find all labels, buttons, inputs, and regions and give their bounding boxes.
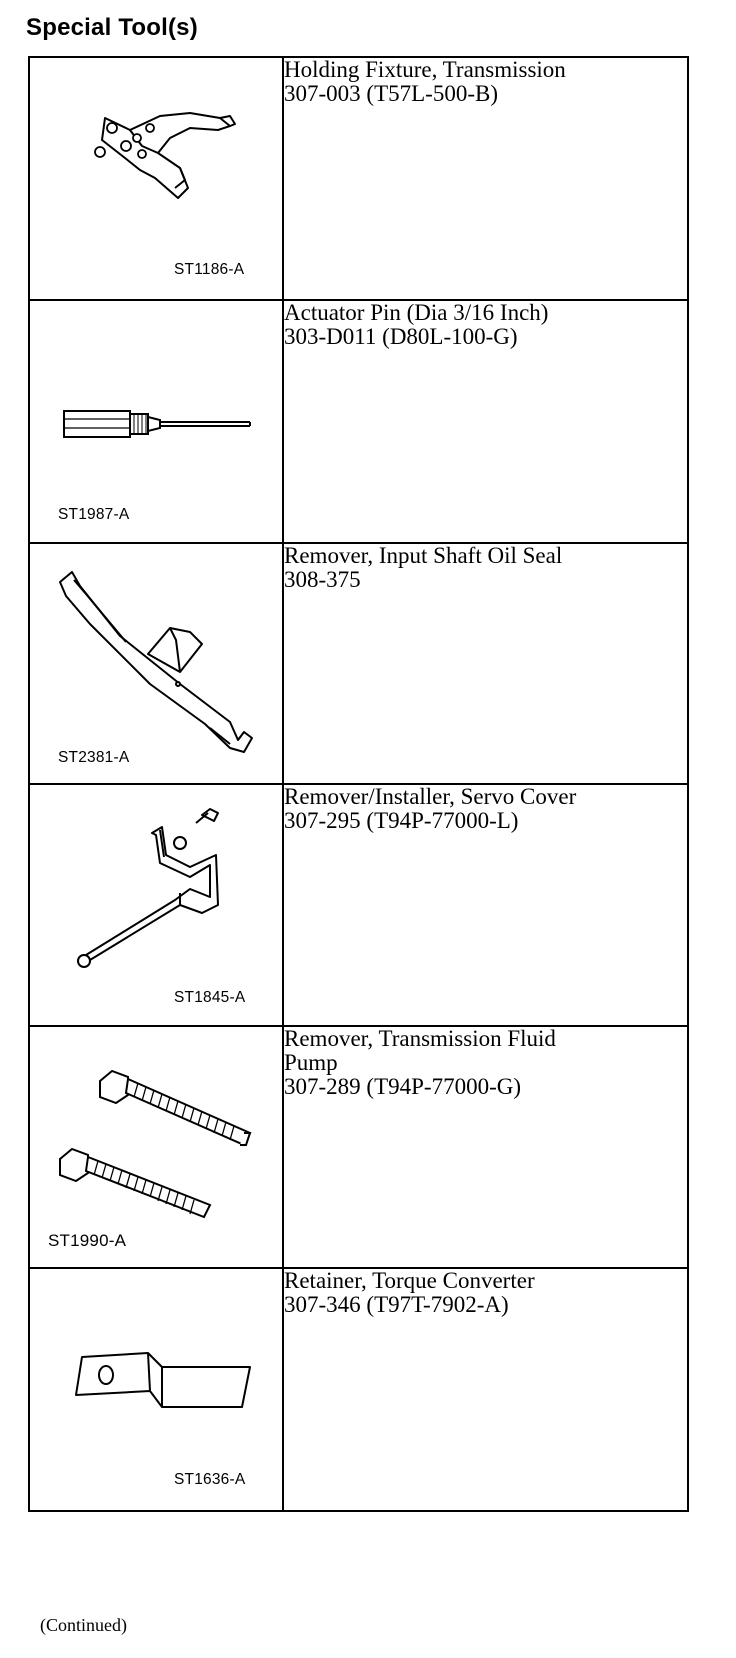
- table-row: [29, 1268, 688, 1511]
- tool-description: [283, 1268, 688, 1511]
- table-row: [29, 300, 688, 543]
- special-tools-table: [28, 56, 689, 1512]
- tool-name: Remover, Transmission Fluid: [284, 1026, 556, 1051]
- table-row: [29, 784, 688, 1026]
- tool-name: Remover, Input Shaft Oil Seal: [284, 543, 563, 568]
- table-row: [29, 57, 688, 300]
- page-title: Special Tool(s): [26, 14, 198, 41]
- tool-code: ST1987-A: [58, 506, 130, 523]
- continued-note: (Continued): [40, 1615, 127, 1635]
- tool-illustration-cell: [29, 543, 283, 784]
- tool-name-continued: Pump: [284, 1050, 338, 1075]
- table-row: [29, 543, 688, 784]
- tool-name: Actuator Pin (Dia 3/16 Inch): [284, 300, 549, 325]
- tool-part-number: 307-003 (T57L-500-B): [284, 81, 498, 106]
- tool-description: [283, 300, 688, 543]
- tool-code: ST1186-A: [174, 261, 245, 278]
- tool-part-number: 307-295 (T94P-77000-L): [284, 808, 519, 833]
- tool-part-number: 307-289 (T94P-77000-G): [284, 1074, 521, 1099]
- table-row: [29, 1026, 688, 1268]
- tool-part-number: 303-D011 (D80L-100-G): [284, 324, 518, 349]
- tool-code: ST1636-A: [174, 1471, 246, 1488]
- tool-illustration-cell: [29, 784, 283, 1026]
- tool-illustration-cell: [29, 1268, 283, 1511]
- tool-code: ST1990-A: [48, 1231, 127, 1250]
- tool-description: [283, 57, 688, 300]
- tool-illustration-cell: [29, 300, 283, 543]
- tool-name: Remover/Installer, Servo Cover: [284, 784, 577, 809]
- tool-code: ST2381-A: [58, 749, 130, 766]
- tool-description: [283, 784, 688, 1026]
- tool-illustration-cell: [29, 1026, 283, 1268]
- tool-name: Retainer, Torque Converter: [284, 1268, 535, 1293]
- tool-code: ST1845-A: [174, 989, 246, 1006]
- tool-part-number: 307-346 (T97T-7902-A): [284, 1292, 509, 1317]
- tool-illustration-cell: [29, 57, 283, 300]
- tool-description: [283, 1026, 688, 1268]
- tool-description: [283, 543, 688, 784]
- tool-name: Holding Fixture, Transmission: [284, 57, 566, 82]
- tool-part-number: 308-375: [284, 567, 361, 592]
